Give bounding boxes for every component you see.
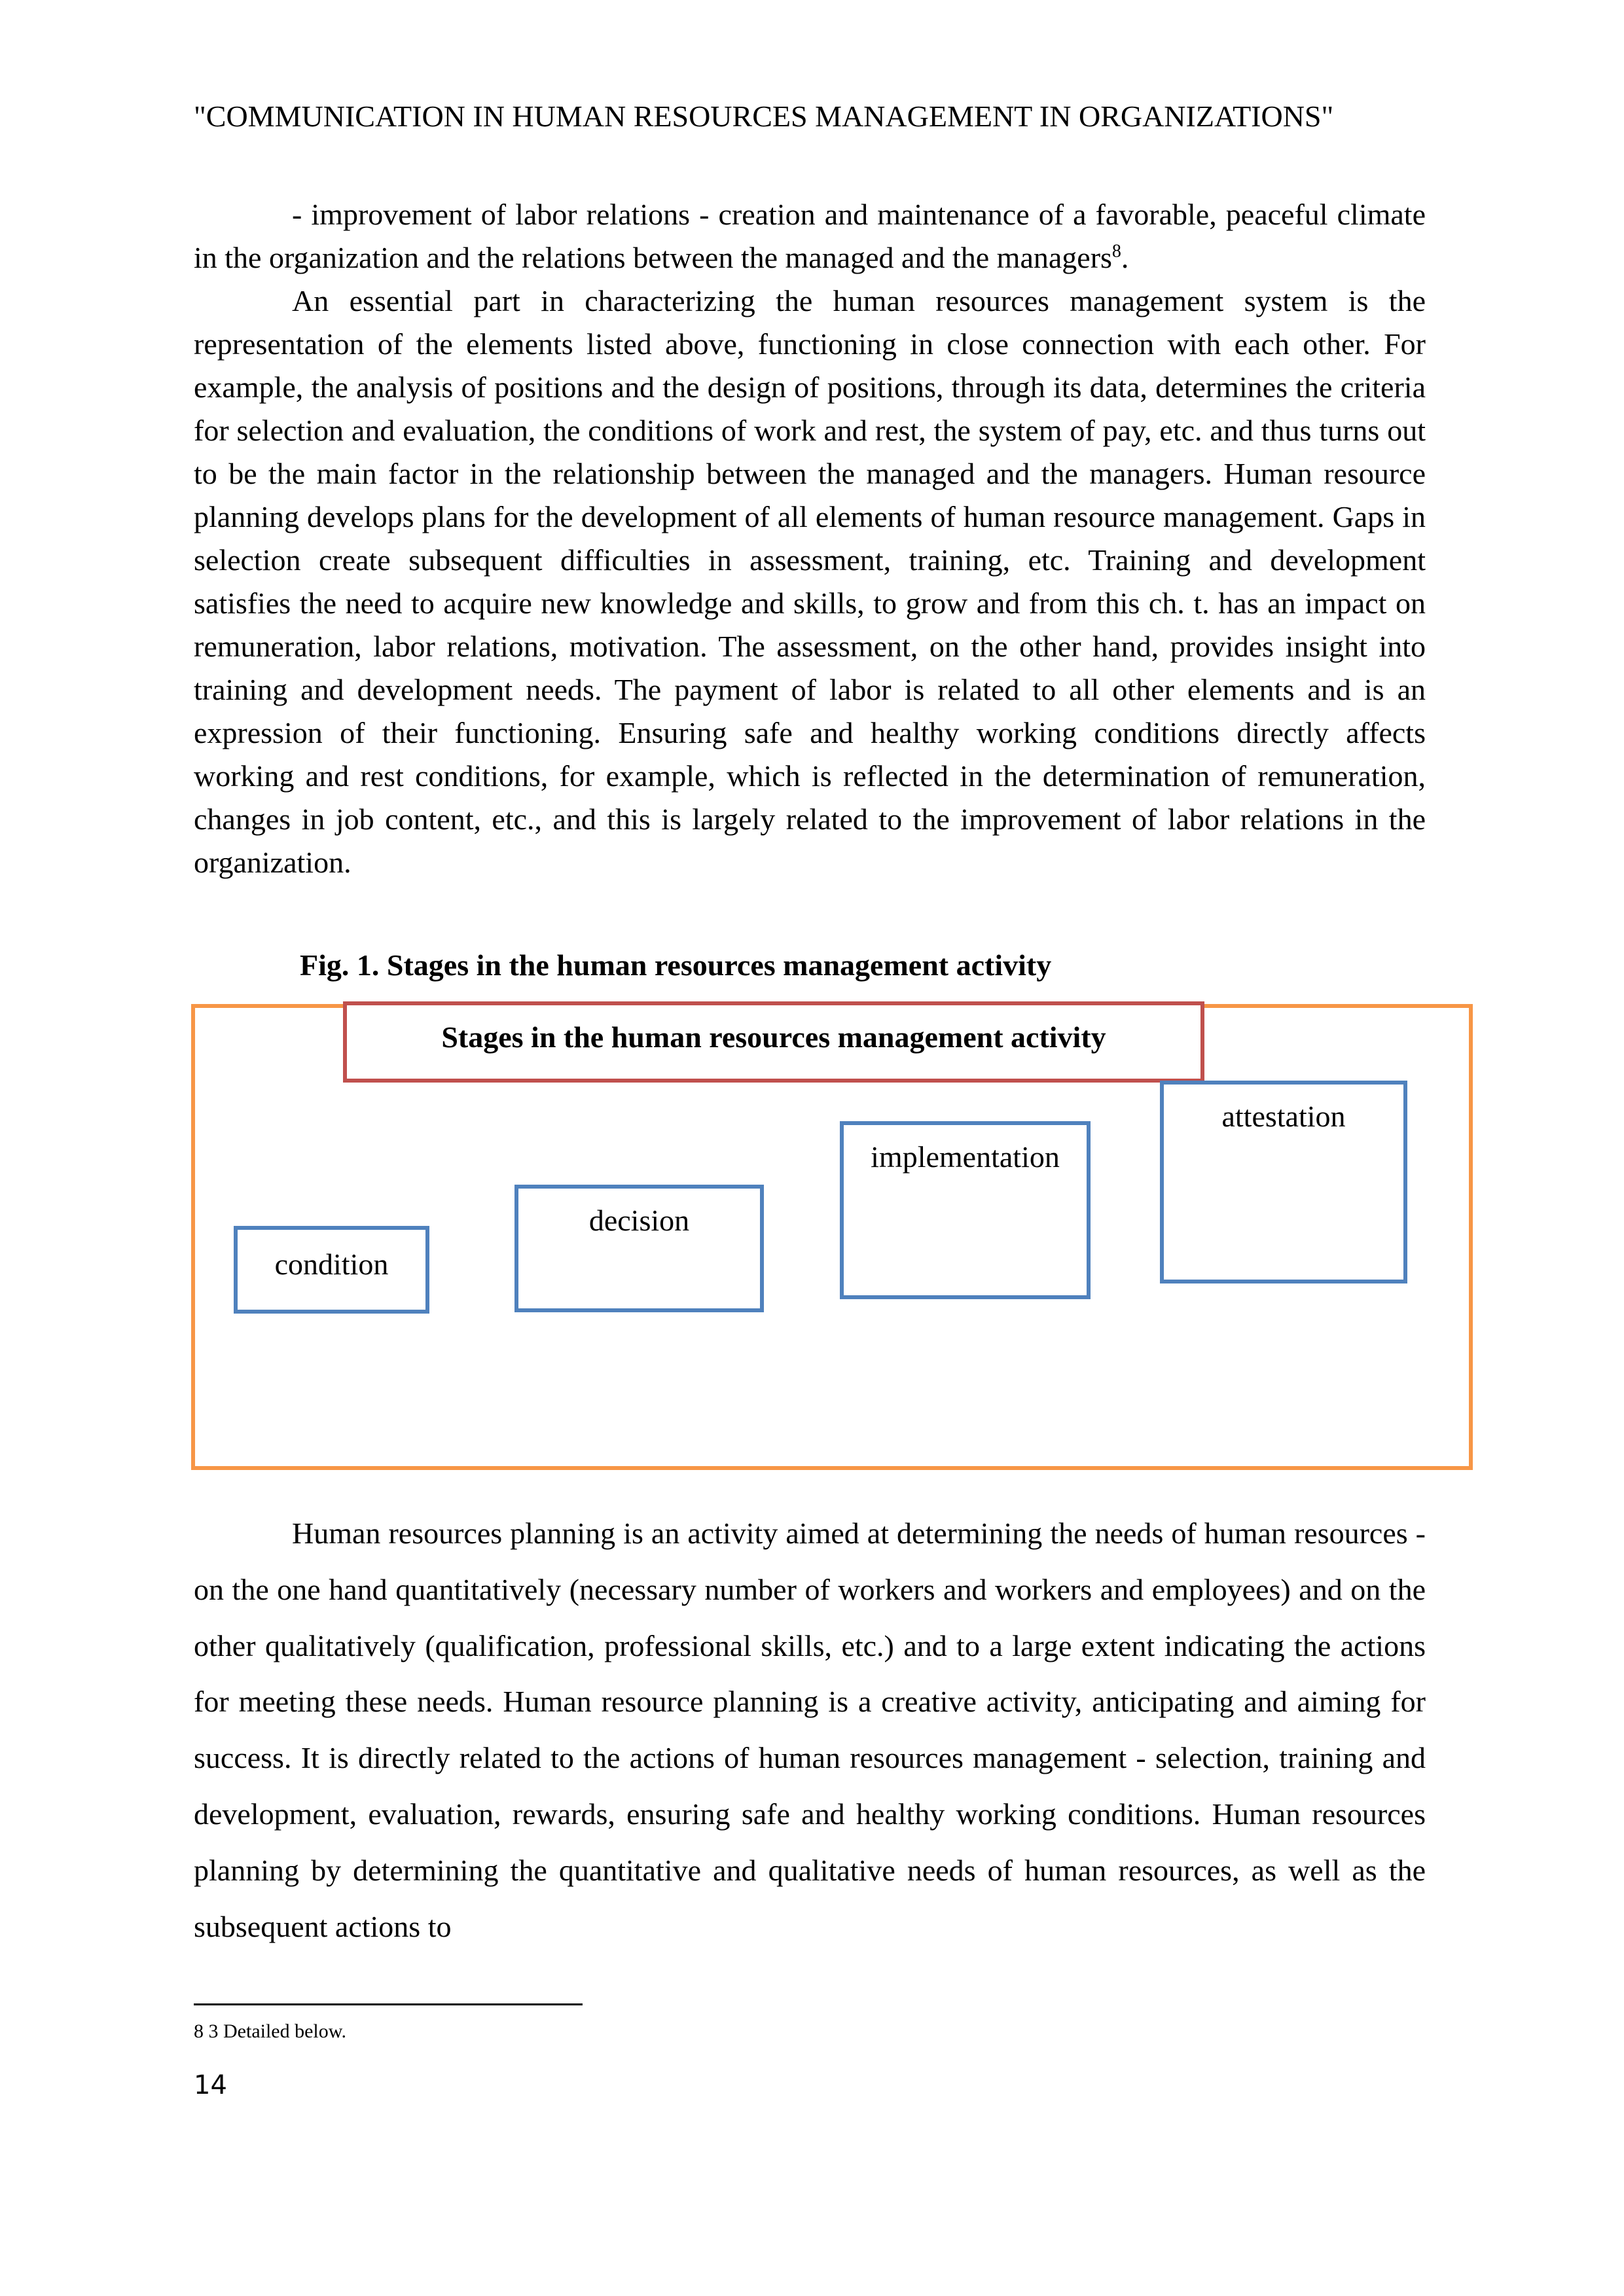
stage-label: condition xyxy=(274,1247,389,1281)
stage-label: implementation xyxy=(871,1140,1060,1174)
running-header: "COMMUNICATION IN HUMAN RESOURCES MANAGEMENT IN ORGANIZATIONS" xyxy=(194,99,1334,133)
figure-caption: Fig. 1. Stages in the human resources management activity xyxy=(300,948,1052,982)
footnote-separator xyxy=(194,2003,583,2005)
diagram-title: Stages in the human resources management activity xyxy=(441,1020,1106,1054)
footnote: 8 3 Detailed below. xyxy=(194,2020,346,2042)
paragraph-labor-relations xyxy=(194,193,1426,279)
stage-label: decision xyxy=(588,1204,690,1237)
stage-box-attestation xyxy=(1160,1081,1407,1283)
stage-box-implementation xyxy=(840,1121,1091,1299)
paragraph-text: - improvement of labor relations - creation and maintenance of a favorable, peaceful climate in the organization and the relations between the managed and the managers xyxy=(194,198,1426,274)
stage-box-condition xyxy=(234,1226,429,1314)
page-number: 14 xyxy=(194,2070,227,2100)
paragraph-hr-planning: Human resources planning is an activity aimed at determining the needs of human resources - on the one hand quantitatively (necessary number of workers and workers and employees) and on the other qualitatively (qualification, professional skills, etc.) and to a large extent indicating the actions for meeting these needs. Human resource planning is a creative activity, anticipating and aiming for success. It is directly related to the actions of human resources management - selection, training and development, evaluation, rewards, ensuring safe and healthy working conditions. Human resources planning by determining the quantitative and qualitative needs of human resources, as well as the subsequent actions to xyxy=(194,1516,1426,1943)
paragraph-end: . xyxy=(1121,241,1129,274)
stage-box-decision xyxy=(514,1185,764,1312)
footnote-reference[interactable]: 8 xyxy=(1111,241,1121,262)
diagram-title-box xyxy=(343,1001,1204,1083)
paragraph-hrm-system: An essential part in characterizing the human resources management system is the representation of the elements listed above, functioning in close connection with each other. For example, the analysis of positions and the design of positions, through its data, determines the criteria for selection and evaluation, the conditions of work and rest, the system of pay, etc. and thus turns out to be the main factor in the relationship between the managed and the managers. Human resource planning develops plans for the development of all elements of human resource management. Gaps in selection create subsequent difficulties in assessment, training, etc. Training and development satisfies the need to acquire new knowledge and skills, to grow and from this ch. t. has an impact on remuneration, labor relations, motivation. The assessment, on the other hand, provides insight into training and development needs. The payment of labor is related to all other elements and is an expression of their functioning. Ensuring safe and healthy working conditions directly affects working and rest conditions, for example, which is reflected in the determination of remuneration, changes in job content, etc., and this is largely related to the improvement of labor relations in the organization. xyxy=(194,284,1426,879)
stage-label: attestation xyxy=(1221,1100,1346,1133)
